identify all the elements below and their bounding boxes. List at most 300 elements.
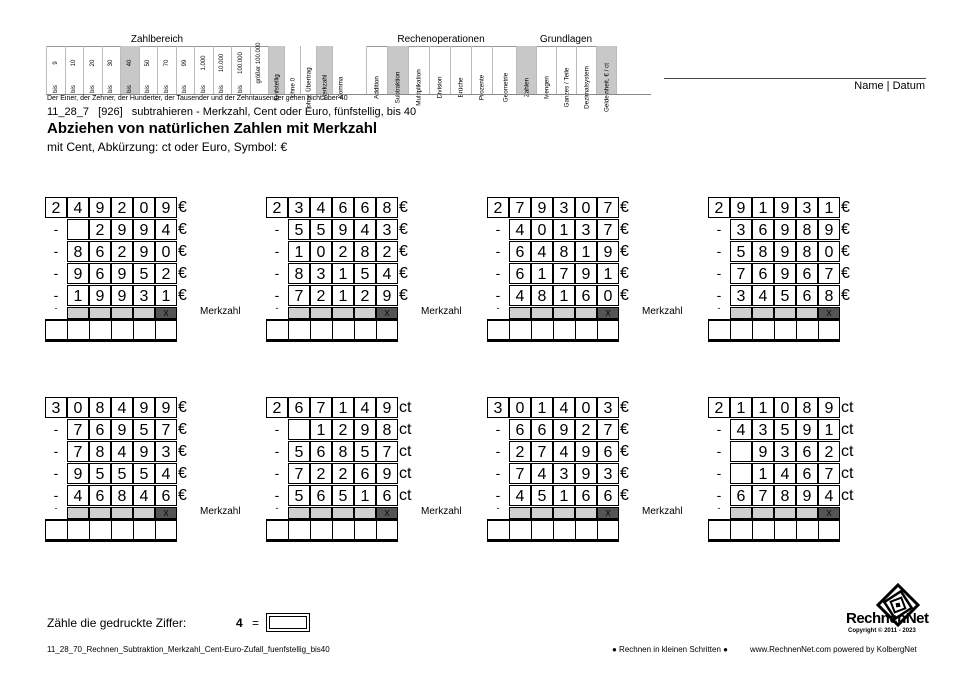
digit-cell: 4: [67, 485, 89, 506]
digit-cell: 2: [708, 197, 730, 218]
result-cell-divider: [45, 521, 46, 540]
digit-cell: 6: [376, 485, 398, 506]
range-value: 9: [52, 61, 59, 65]
digit-cell: 8: [796, 219, 818, 240]
digit-cell: 3: [45, 397, 67, 418]
digit-cell: 1: [310, 419, 332, 440]
unit-label: €: [178, 199, 187, 216]
merkzahl-cell[interactable]: [509, 507, 531, 519]
digit-cell: 9: [155, 197, 177, 218]
range-bis: bis: [108, 85, 115, 93]
result-cell-divider: [288, 321, 289, 340]
unit-label: €: [399, 243, 408, 260]
name-line: [664, 78, 926, 79]
digit-cell: 2: [111, 241, 133, 262]
operation-label: Geometrie: [502, 72, 509, 103]
digit-cell: 4: [509, 285, 531, 306]
unit-label: €: [178, 421, 187, 438]
digit-cell: 1: [531, 397, 553, 418]
digit-cell: 1: [332, 397, 354, 418]
range-column: [139, 46, 158, 94]
digit-cell: 6: [730, 485, 752, 506]
website: www.RechnenNet.com powered by KolbergNet: [750, 645, 917, 654]
digit-cell: 1: [752, 463, 774, 484]
merkzahl-cell[interactable]: [89, 507, 111, 519]
digit-cell: 5: [354, 263, 376, 284]
minus-sign: -: [275, 503, 279, 513]
minus-sign: -: [716, 243, 722, 259]
option-label: fünfstellig: [273, 74, 280, 101]
minus-sign: -: [496, 303, 500, 313]
result-row[interactable]: [708, 319, 840, 340]
option-label: Merkzahl: [321, 74, 328, 101]
unit-label: €: [620, 399, 629, 416]
result-cell-divider: [618, 521, 619, 540]
unit-label: ct: [841, 399, 854, 416]
digit-cell: 8: [553, 241, 575, 262]
range-note: Der Einer, der Zehner, der Hunderter, der Tausender und der Zehntausender gehen nicht über 40: [47, 95, 348, 102]
merkzahl-cell[interactable]: [531, 307, 553, 319]
grundlagen-label: Ganzes / Teile: [563, 67, 570, 108]
result-cell-divider: [176, 321, 177, 340]
table-end: [616, 46, 621, 94]
digit-cell: 6: [332, 197, 354, 218]
unit-label: €: [399, 221, 408, 238]
digit-cell: 7: [310, 397, 332, 418]
digit-cell: 5: [133, 463, 155, 484]
digit-cell: 6: [509, 263, 531, 284]
result-cell-divider: [708, 321, 709, 340]
page-subtitle: mit Cent, Abkürzung: ct oder Euro, Symbol: €: [47, 140, 288, 154]
grundlagen-label: Dezimalsystem: [583, 66, 590, 109]
digit-cell: 9: [133, 397, 155, 418]
count-answer-box[interactable]: [266, 613, 310, 632]
unit-label: €: [841, 221, 850, 238]
result-underline: [708, 540, 840, 542]
digit-cell: 6: [354, 197, 376, 218]
digit-cell: 1: [155, 285, 177, 306]
digit-cell: 4: [774, 463, 796, 484]
copyright: Copyright © 2011 - 2023: [848, 628, 916, 634]
slogan: ● Rechnen in kleinen Schritten ●: [612, 645, 728, 654]
minus-sign: -: [274, 287, 280, 303]
result-cell-divider: [133, 321, 134, 340]
range-value: 70: [163, 59, 170, 67]
digit-cell: 8: [67, 241, 89, 262]
digit-cell: 6: [752, 219, 774, 240]
result-cell-divider: [509, 321, 510, 340]
minus-sign: -: [495, 287, 501, 303]
digit-cell: 4: [133, 485, 155, 506]
digit-cell: 7: [553, 263, 575, 284]
grundlagen-column: [556, 46, 576, 108]
minus-sign: -: [53, 443, 59, 459]
digit-cell: 6: [89, 263, 111, 284]
range-column: [213, 46, 232, 94]
digit-cell: 9: [818, 397, 840, 418]
merkzahl-cell[interactable]: [752, 307, 774, 319]
range-value: 99: [182, 59, 189, 67]
merkzahl-blocked-cell: X: [155, 507, 177, 519]
digit-cell: 2: [708, 397, 730, 418]
result-cell-divider: [487, 521, 488, 540]
merkzahl-cell[interactable]: [67, 307, 89, 319]
digit-cell: 3: [597, 397, 619, 418]
digit-cell: 7: [597, 419, 619, 440]
digit-cell: 7: [752, 485, 774, 506]
result-row[interactable]: [487, 519, 619, 540]
merkzahl-cell[interactable]: [752, 507, 774, 519]
result-cell-divider: [376, 521, 377, 540]
result-cell-divider: [397, 521, 398, 540]
digit-cell: 6: [310, 441, 332, 462]
result-cell-divider: [310, 521, 311, 540]
range-column: [250, 42, 269, 94]
count-digit: 4: [236, 616, 243, 630]
minus-sign: -: [53, 221, 59, 237]
page-title: Abziehen von natürlichen Zahlen mit Merkzahl: [47, 120, 378, 137]
digit-cell: 9: [376, 285, 398, 306]
digit-cell: 8: [796, 397, 818, 418]
digit-cell: 4: [509, 219, 531, 240]
result-cell-divider: [266, 321, 267, 340]
digit-cell: 4: [509, 485, 531, 506]
category-group-title: Zahlbereich: [46, 33, 268, 47]
digit-cell: 0: [531, 219, 553, 240]
digit-cell: 6: [796, 463, 818, 484]
digit-cell: 9: [67, 463, 89, 484]
digit-cell: 9: [774, 263, 796, 284]
digit-cell: 9: [133, 241, 155, 262]
digit-cell: 6: [155, 485, 177, 506]
digit-cell: 0: [310, 241, 332, 262]
unit-label: €: [178, 399, 187, 416]
digit-cell: 8: [111, 485, 133, 506]
digit-cell: 0: [597, 285, 619, 306]
range-bis: bis: [219, 85, 226, 93]
brand-name: RechnenNet: [846, 610, 929, 627]
merkzahl-cell[interactable]: [288, 507, 310, 519]
merkzahl-cell[interactable]: [133, 507, 155, 519]
merkzahl-cell[interactable]: [332, 307, 354, 319]
unit-label: ct: [399, 443, 412, 460]
digit-cell: 9: [133, 441, 155, 462]
minus-sign: -: [716, 465, 722, 481]
merkzahl-cell[interactable]: [730, 307, 752, 319]
digit-cell: 5: [133, 263, 155, 284]
unit-label: €: [841, 287, 850, 304]
result-row[interactable]: [266, 519, 398, 540]
digit-cell: 9: [332, 219, 354, 240]
digit-cell: 4: [310, 197, 332, 218]
result-row[interactable]: [45, 519, 177, 540]
category-group-title: Grundlagen: [516, 33, 616, 47]
range-value: 20: [89, 59, 96, 67]
unit-label: €: [620, 443, 629, 460]
option-column: [284, 46, 300, 98]
digit-cell: [730, 441, 752, 462]
digit-cell: 0: [575, 397, 597, 418]
count-equals: =: [252, 616, 260, 630]
merkzahl-blocked-cell: X: [818, 507, 840, 519]
digit-cell: 1: [553, 485, 575, 506]
unit-label: €: [620, 287, 629, 304]
option-label: Komma: [337, 76, 344, 99]
digit-cell: 4: [155, 463, 177, 484]
digit-cell: 2: [45, 197, 67, 218]
result-cell-divider: [155, 321, 156, 340]
result-cell-divider: [818, 321, 819, 340]
minus-sign: -: [53, 487, 59, 503]
unit-label: ct: [399, 421, 412, 438]
result-cell-divider: [509, 521, 510, 540]
digit-cell: 4: [818, 485, 840, 506]
unit-label: €: [399, 199, 408, 216]
result-cell-divider: [89, 321, 90, 340]
digit-cell: 4: [553, 441, 575, 462]
digit-cell: 2: [354, 285, 376, 306]
minus-sign: -: [716, 443, 722, 459]
digit-cell: 8: [288, 263, 310, 284]
digit-cell: 6: [354, 463, 376, 484]
digit-cell: 8: [89, 441, 111, 462]
digit-cell: 2: [111, 197, 133, 218]
digit-cell: 6: [796, 263, 818, 284]
unit-label: €: [841, 243, 850, 260]
unit-label: €: [620, 487, 629, 504]
digit-cell: 0: [133, 197, 155, 218]
merkzahl-blocked-cell: X: [818, 307, 840, 319]
digit-cell: 5: [354, 441, 376, 462]
digit-cell: 4: [531, 241, 553, 262]
merkzahl-cell[interactable]: [332, 507, 354, 519]
digit-cell: 2: [332, 241, 354, 262]
digit-cell: 6: [597, 441, 619, 462]
range-column: [194, 46, 213, 94]
operation-column: [492, 46, 518, 103]
digit-cell: 6: [89, 241, 111, 262]
result-row[interactable]: [708, 519, 840, 540]
merkzahl-label: Merkzahl: [200, 506, 241, 517]
minus-sign: -: [495, 465, 501, 481]
result-cell-divider: [730, 321, 731, 340]
result-cell-divider: [531, 321, 532, 340]
merkzahl-cell[interactable]: [111, 307, 133, 319]
digit-cell: 1: [67, 285, 89, 306]
digit-cell: 9: [376, 397, 398, 418]
digit-cell: 8: [796, 241, 818, 262]
merkzahl-cell[interactable]: [575, 507, 597, 519]
digit-cell: 5: [730, 241, 752, 262]
unit-label: €: [178, 243, 187, 260]
merkzahl-cell[interactable]: [67, 507, 89, 519]
unit-label: ct: [841, 465, 854, 482]
minus-sign: -: [54, 303, 58, 313]
merkzahl-cell[interactable]: [310, 307, 332, 319]
grundlagen-column: [576, 46, 596, 109]
digit-cell: 5: [531, 485, 553, 506]
unit-label: €: [620, 265, 629, 282]
unit-label: €: [399, 287, 408, 304]
digit-cell: 2: [575, 419, 597, 440]
range-bis: bis: [237, 85, 244, 93]
range-value: 100.000: [237, 52, 244, 74]
merkzahl-cell[interactable]: [89, 307, 111, 319]
digit-cell: 1: [332, 263, 354, 284]
minus-sign: -: [274, 265, 280, 281]
merkzahl-cell[interactable]: [354, 307, 376, 319]
digit-cell: 1: [354, 485, 376, 506]
merkzahl-cell[interactable]: [133, 307, 155, 319]
result-cell-divider: [111, 321, 112, 340]
result-cell-divider: [176, 521, 177, 540]
digit-cell: 4: [111, 441, 133, 462]
digit-cell: 5: [288, 441, 310, 462]
merkzahl-cell[interactable]: [730, 507, 752, 519]
merkzahl-cell[interactable]: [774, 307, 796, 319]
range-value: größer 100.000: [256, 42, 263, 84]
digit-cell: 9: [752, 441, 774, 462]
digit-cell: 4: [111, 397, 133, 418]
option-column: [300, 46, 316, 108]
digit-cell: 1: [288, 241, 310, 262]
range-bis: bis: [200, 85, 207, 93]
range-bis: bis: [145, 85, 152, 93]
result-cell-divider: [133, 521, 134, 540]
digit-cell: 7: [509, 197, 531, 218]
merkzahl-blocked-cell: X: [376, 507, 398, 519]
digit-cell: 6: [597, 485, 619, 506]
digit-cell: 6: [796, 285, 818, 306]
option-label: ohne Übertrag: [305, 67, 312, 108]
digit-cell: 6: [796, 441, 818, 462]
digit-cell: 3: [155, 441, 177, 462]
option-column: [268, 46, 284, 101]
result-cell-divider: [752, 521, 753, 540]
unit-label: €: [620, 199, 629, 216]
digit-cell: 2: [89, 219, 111, 240]
operation-column: [429, 46, 450, 99]
result-cell-divider: [332, 521, 333, 540]
merkzahl-cell[interactable]: [796, 507, 818, 519]
digit-cell: 9: [796, 419, 818, 440]
digit-cell: 4: [354, 219, 376, 240]
operation-column: [387, 46, 408, 104]
digit-cell: 9: [575, 441, 597, 462]
digit-cell: 1: [818, 419, 840, 440]
digit-cell: 3: [752, 419, 774, 440]
merkzahl-cell[interactable]: [575, 307, 597, 319]
digit-cell: 7: [67, 441, 89, 462]
minus-sign: -: [495, 221, 501, 237]
option-label: ohne 0: [289, 77, 296, 98]
result-cell-divider: [796, 521, 797, 540]
digit-cell: 9: [774, 219, 796, 240]
unit-label: ct: [399, 399, 412, 416]
digit-cell: 7: [509, 463, 531, 484]
digit-cell: 4: [531, 463, 553, 484]
result-cell-divider: [354, 521, 355, 540]
result-cell-divider: [774, 521, 775, 540]
digit-cell: [67, 219, 89, 240]
minus-sign: -: [716, 421, 722, 437]
merkzahl-cell[interactable]: [354, 507, 376, 519]
result-row[interactable]: [45, 319, 177, 340]
minus-sign: -: [717, 303, 721, 313]
merkzahl-cell[interactable]: [553, 307, 575, 319]
operation-label: Brüche: [457, 77, 465, 98]
digit-cell: 8: [354, 241, 376, 262]
digit-cell: 2: [332, 419, 354, 440]
digit-cell: 6: [575, 285, 597, 306]
result-cell-divider: [839, 521, 840, 540]
digit-cell: 1: [553, 219, 575, 240]
digit-cell: 5: [774, 419, 796, 440]
digit-cell: 4: [354, 397, 376, 418]
option-column: [332, 46, 348, 99]
unit-label: ct: [399, 487, 412, 504]
worksheet-code: 11_28_7 [926] subtrahieren - Merkzahl, Cent oder Euro, fünfstellig, bis 40: [47, 106, 417, 118]
digit-cell: 9: [796, 485, 818, 506]
merkzahl-cell[interactable]: [288, 307, 310, 319]
unit-label: €: [841, 199, 850, 216]
minus-sign: -: [53, 287, 59, 303]
merkzahl-cell[interactable]: [774, 507, 796, 519]
result-cell-divider: [839, 321, 840, 340]
unit-label: €: [178, 487, 187, 504]
digit-cell: 7: [288, 463, 310, 484]
unit-label: €: [620, 221, 629, 238]
option-column: [316, 46, 332, 101]
merkzahl-cell[interactable]: [509, 307, 531, 319]
category-group-title: Rechenoperationen: [366, 33, 516, 47]
merkzahl-cell[interactable]: [796, 307, 818, 319]
merkzahl-cell[interactable]: [531, 507, 553, 519]
digit-cell: 2: [155, 263, 177, 284]
digit-cell: 3: [553, 197, 575, 218]
digit-cell: 2: [310, 463, 332, 484]
unit-label: €: [841, 265, 850, 282]
merkzahl-cell[interactable]: [111, 507, 133, 519]
digit-cell: 1: [818, 197, 840, 218]
range-bis: bis: [163, 85, 170, 93]
digit-cell: 2: [487, 197, 509, 218]
digit-cell: 5: [111, 463, 133, 484]
digit-cell: 1: [752, 397, 774, 418]
range-column: [65, 46, 84, 94]
minus-sign: -: [274, 443, 280, 459]
digit-cell: 6: [509, 241, 531, 262]
digit-cell: 9: [575, 263, 597, 284]
digit-cell: 3: [553, 463, 575, 484]
result-row[interactable]: [487, 319, 619, 340]
range-bis: bis: [182, 85, 189, 93]
digit-cell: 5: [89, 463, 111, 484]
result-row[interactable]: [266, 319, 398, 340]
merkzahl-cell[interactable]: [310, 507, 332, 519]
result-underline: [45, 540, 177, 542]
result-cell-divider: [155, 521, 156, 540]
grundlagen-label: Mengen: [543, 76, 550, 99]
digit-cell: 3: [730, 285, 752, 306]
digit-cell: 9: [774, 197, 796, 218]
digit-cell: 2: [310, 285, 332, 306]
merkzahl-cell[interactable]: [553, 507, 575, 519]
merkzahl-blocked-cell: X: [597, 307, 619, 319]
digit-cell: 5: [774, 285, 796, 306]
digit-cell: 9: [155, 397, 177, 418]
range-bis: bis: [71, 85, 78, 93]
